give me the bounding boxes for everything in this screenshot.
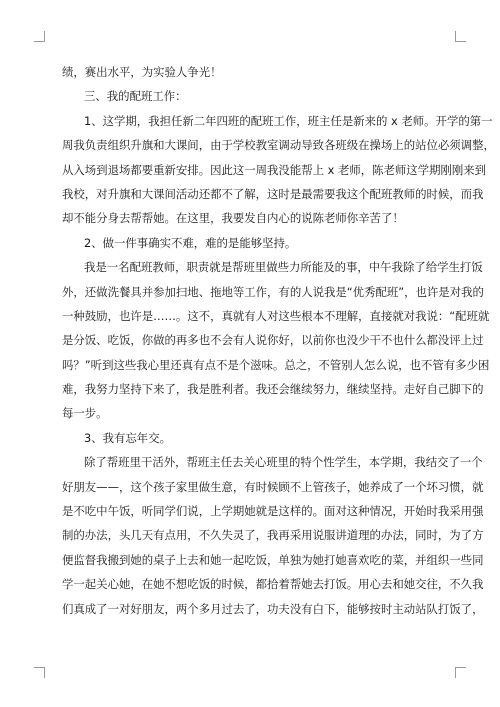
text-line: 外，还做洗餐具并参加扫地、拖地等工作，有的人说我是“优秀配班”，也许是对我的 xyxy=(62,284,484,299)
text-line: 周我负责组织升旗和大课间，由于学校教室调动导致各班级在操场上的站位必须调整， xyxy=(62,138,495,153)
crop-mark-top-right xyxy=(455,31,466,42)
text-line: 我是一名配班教师，职责就是帮班里做些力所能及的事，中午我除了给学生打饭 xyxy=(84,260,483,275)
text-line: 我校，对升旗和大课间活动还都不了解，这时是最需要我这个配班教师的时候，而我 xyxy=(62,186,484,201)
crop-mark-bottom-left xyxy=(34,667,45,678)
text-line: 便监督我搬到她的桌子上去和她一起吃饭，单独为她打她喜欢吃的菜，并组织一些同 xyxy=(62,552,484,567)
text-line: 却不能分身去帮帮她。在这里，我要发自内心的说陈老师你辛苦了！ xyxy=(62,211,404,226)
document-body xyxy=(62,60,495,621)
text-line: 1、这学期，我担任新二年四班的配班工作，班主任是新来的 x 老师。开学的第一 xyxy=(84,113,493,128)
text-line: 绩，赛出水平，为实验人争光！ xyxy=(62,65,222,79)
text-line: 吗？”听到这些我心里还真有点不是个滋味。总之，不管别人怎么说，也不管有多少困 xyxy=(62,357,490,372)
text-line: 是不吃中午饭，听同学们说，上学期她就是这样的。面对这种情况，开始时我采用强 xyxy=(62,504,484,519)
text-line: 们真成了一对好朋友，两个多月过去了，功夫没有白下，能够按时主动站队打饭了， xyxy=(62,601,484,616)
text-line: 学一起关心她，在她不想吃饭的时候，都拾着帮她去打饭。用心去和她交往，不久我 xyxy=(62,577,484,592)
text-line: 3、我有忘年交。 xyxy=(84,430,171,445)
text-line: 是分饭、吃饭，你做的再多也不会有人说你好，以前你也没少干不也什么都没评上过 xyxy=(62,333,484,348)
text-line: 制的办法，头几天有点用，不久失灵了，我再采用说服讲道理的办法，同时，为了方 xyxy=(62,528,484,543)
crop-mark-bottom-right xyxy=(455,667,466,678)
text-line: 一种鼓励，也许是……。这不，真就有人对这些根本不理解，直接就对我说：“配班就 xyxy=(62,308,490,323)
text-line: 好朋友——，这个孩子家里做生意，有时候顾不上管孩子，她养成了一个坏习惯，就 xyxy=(62,479,484,494)
text-line: 2、做一件事确实不难，难的是能够坚持。 xyxy=(84,235,297,250)
text-line: 三、我的配班工作： xyxy=(84,89,187,104)
text-line: 除了帮班里干活外，帮班主任去关心班里的特个性学生，本学期，我结交了一个 xyxy=(84,455,483,470)
text-line: 难，我努力坚持下来了，我是胜利者。我还会继续努力，继续坚持。走好自己脚下的 xyxy=(62,382,484,397)
text-line: 从入场到退场都要重新安排。因此这一周我没能帮上 x 老师，陈老师这学期刚刚来到 xyxy=(62,162,487,177)
crop-mark-top-left xyxy=(34,31,45,42)
text-line: 每一步。 xyxy=(62,406,108,421)
